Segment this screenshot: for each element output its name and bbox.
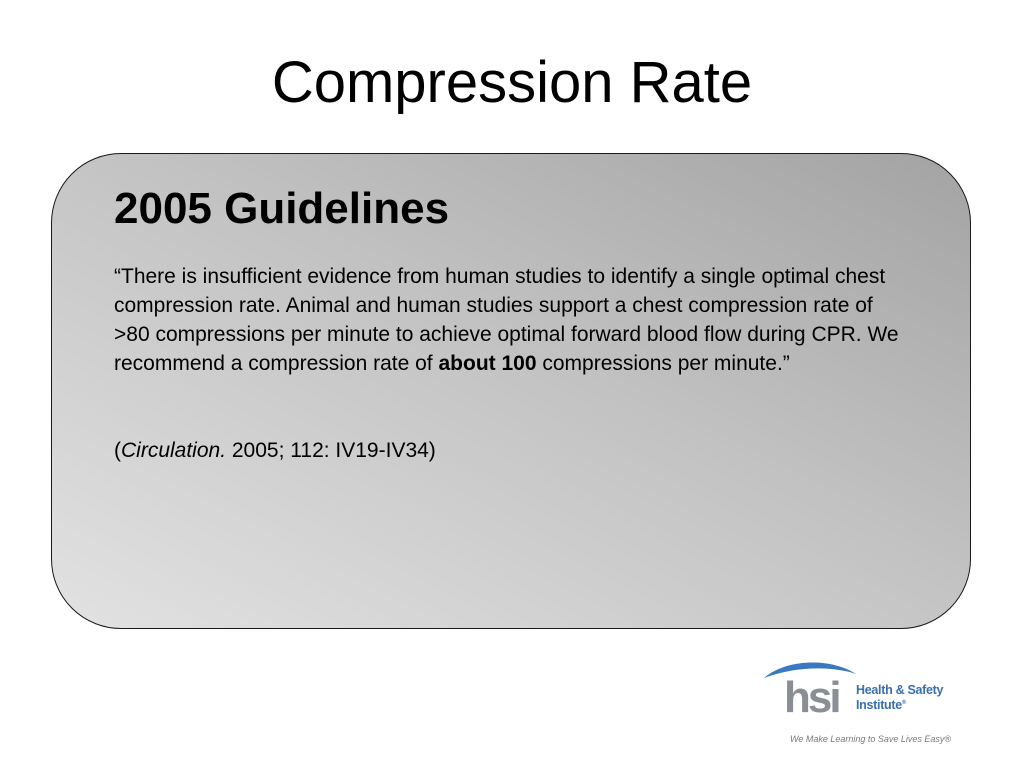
citation-details: 2005; 112: IV19-IV34): [226, 439, 436, 462]
logo-name-line1: Health & Safety: [856, 683, 944, 697]
quote-text-start: “There is insufficient evidence from human studies to identify a single optimal chest compression rate. Animal and human studies support a chest compression rate of >80 compressions per minute to achieve optimal forward blood flow during CPR. We recommend a compression rate of: [114, 265, 899, 375]
box-heading: 2005 Guidelines: [114, 184, 450, 233]
registered-mark: ®: [901, 700, 907, 706]
slide-title: Compression Rate: [271, 50, 753, 115]
logo-letters: hsi: [784, 673, 839, 720]
quote-text-end: compressions per minute.”: [536, 352, 790, 375]
logo-tagline: We Make Learning to Save Lives Easy®: [790, 734, 952, 744]
citation-journal: Circulation.: [121, 439, 227, 462]
guideline-quote: [114, 262, 904, 378]
citation: [114, 436, 436, 465]
hsi-logo-mark: [762, 660, 858, 720]
content-box: [51, 153, 971, 629]
citation-open: (: [114, 439, 121, 462]
hsi-logo: [762, 660, 962, 750]
logo-name-line2: Institute: [856, 698, 902, 713]
logo-organization-name: [856, 684, 943, 712]
quote-emphasis: about 100: [438, 352, 537, 375]
logo-name-line2-wrap: [856, 697, 943, 712]
